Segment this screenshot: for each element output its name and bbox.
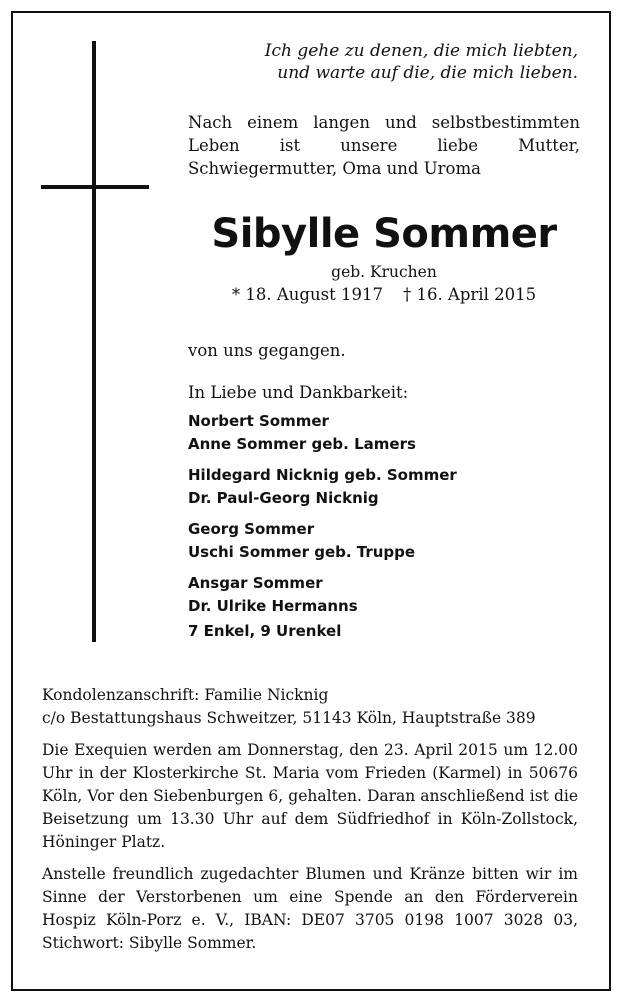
birth-name: geb. Kruchen	[331, 263, 437, 281]
family-group	[188, 572, 580, 618]
quote-line: Ich gehe zu denen, die mich liebten,	[264, 41, 578, 61]
family-member: Anne Sommer geb. Lamers	[188, 435, 416, 453]
family-group	[188, 464, 580, 510]
family-group	[188, 410, 580, 456]
intro-text: Nach einem langen und selbstbestimmten Leben ist unsere liebe Mutter, Schwiegermutter, Oma und Uroma	[188, 113, 580, 178]
family-member: Ansgar Sommer	[188, 574, 323, 592]
family-member: Uschi Sommer geb. Truppe	[188, 543, 416, 561]
passed-text: von uns gegangen.	[188, 341, 346, 360]
family-list	[188, 410, 580, 626]
condolence-line: Kondolenzanschrift: Familie Nicknig	[42, 686, 329, 704]
cross-icon-vertical	[92, 41, 96, 642]
grandchildren: 7 Enkel, 9 Urenkel	[188, 622, 342, 640]
life-dates	[188, 284, 580, 306]
death-date: † 16. April 2015	[402, 285, 537, 304]
family-member: Dr. Ulrike Hermanns	[188, 597, 358, 615]
family-member: Georg Sommer	[188, 520, 315, 538]
birth-date: * 18. August 1917	[231, 285, 383, 304]
family-group	[188, 518, 580, 564]
cross-icon-horizontal	[41, 185, 149, 189]
condolence-address	[42, 684, 578, 730]
exequies-text: Die Exequien werden am Donnerstag, den 23. April 2015 um 12.00 Uhr in der Klosterkirche St. Maria vom Frieden (Karmel) in 50676 Köln, Vor den Siebenburgen 6, gehalten. Daran anschließend ist die Beisetzung um 13.30 Uhr auf dem Südfriedhof in Köln-Zollstock, Höninger Platz.	[42, 741, 578, 851]
family-member: Norbert Sommer	[188, 412, 329, 430]
service-information	[42, 684, 578, 955]
condolence-line: c/o Bestattungshaus Schweitzer, 51143 Köln, Hauptstraße 389	[42, 709, 536, 727]
quote-line: und warte auf die, die mich lieben.	[277, 63, 578, 83]
family-member: Hildegard Nicknig geb. Sommer	[188, 466, 457, 484]
gratitude-text: In Liebe und Dankbarkeit:	[188, 383, 409, 402]
quote	[178, 40, 578, 84]
donation-text: Anstelle freundlich zugedachter Blumen und Kränze bitten wir im Sinne der Verstorbenen um eine Spende an den Förderverein Hospiz Köln-Porz e. V., IBAN: DE07 3705 0198 1007 3028 03, Stichwort: Sibylle Sommer.	[42, 865, 578, 952]
deceased-name: Sibylle Sommer	[211, 211, 557, 257]
family-member: Dr. Paul-Georg Nicknig	[188, 489, 379, 507]
